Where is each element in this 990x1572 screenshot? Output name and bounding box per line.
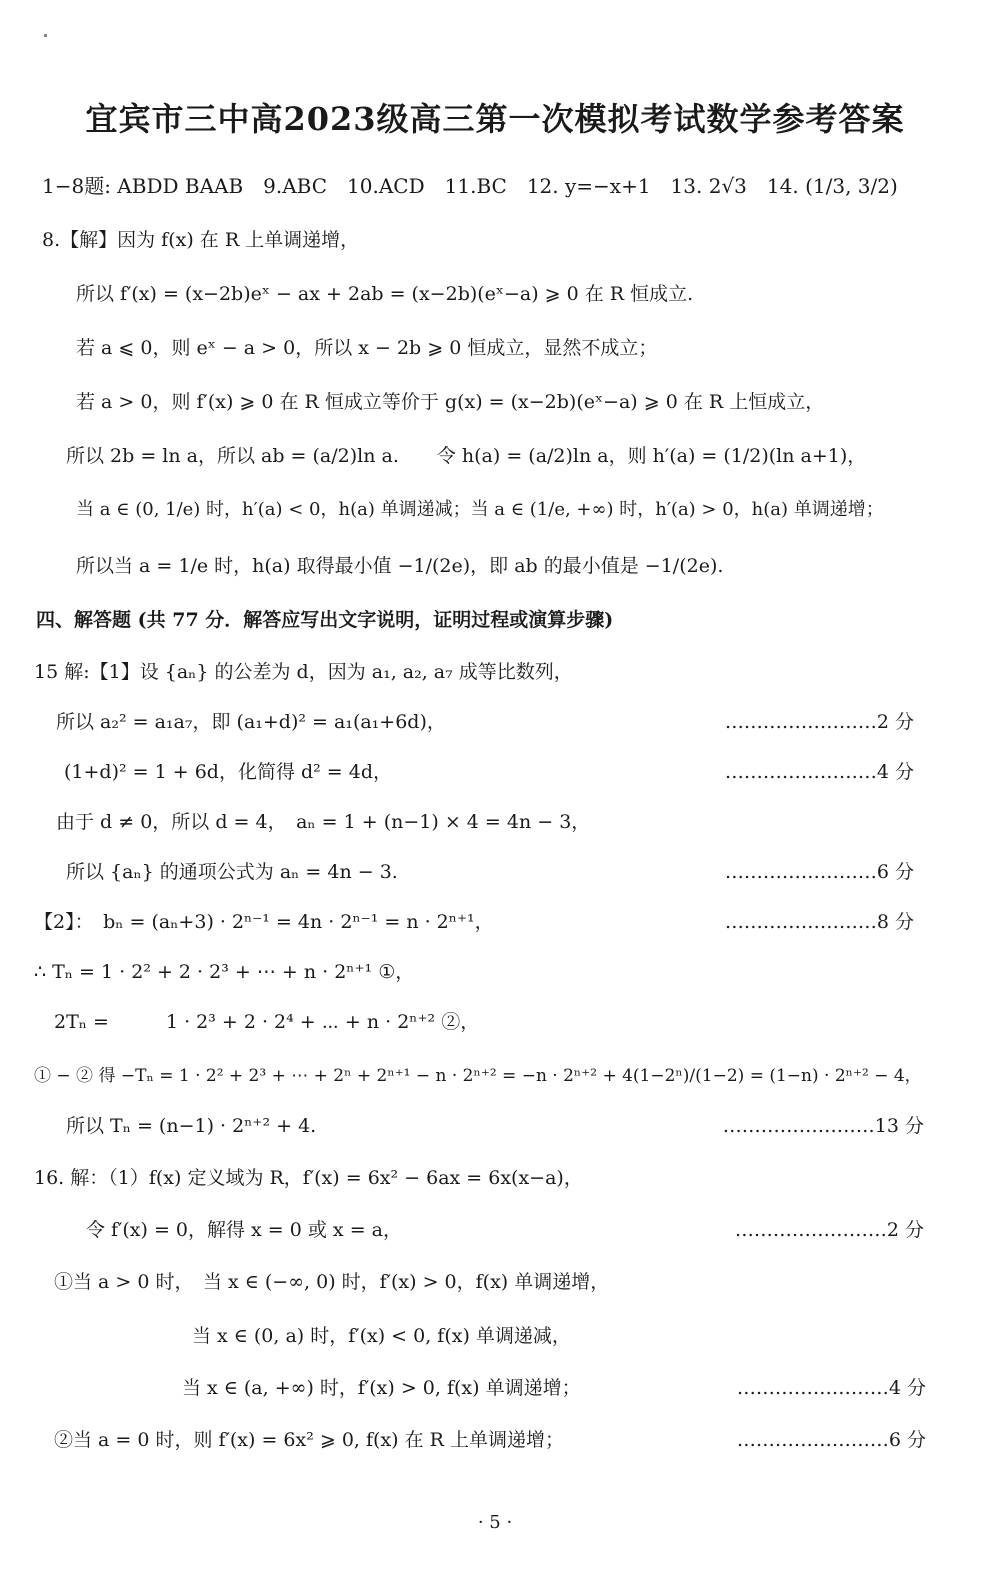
- problem-8-step: 所以 f′(x) = (x−2b)eˣ − ax + 2ab = (x−2b)(eˣ−a) ⩾ 0 在 R 恒成立.: [76, 283, 694, 305]
- problem-15-step: 2Tₙ = 1 · 2³ + 2 · 2⁴ + ⋯ + n · 2ⁿ⁺² ②，: [54, 1011, 480, 1033]
- score-mark: ……………………2 分: [734, 1219, 924, 1241]
- page-title: 宜宾市三中高2023级高三第一次模拟考试数学参考答案: [85, 100, 905, 138]
- problem-8-step: 若 a ⩽ 0，则 eˣ − a > 0，所以 x − 2b ⩾ 0 恒成立，显然不成立；: [76, 337, 658, 359]
- section-heading: 四、解答题 (共 77 分．解答应写出文字说明，证明过程或演算步骤): [36, 609, 614, 631]
- score-mark: ……………………2 分: [724, 711, 914, 733]
- problem-16-step: ②当 a = 0 时，则 f′(x) = 6x² ⩾ 0, f(x) 在 R 上单调递增；: [54, 1429, 565, 1451]
- score-mark: ……………………4 分: [736, 1377, 926, 1399]
- score-mark: ……………………8 分: [724, 911, 914, 933]
- score-mark: ……………………6 分: [724, 861, 914, 883]
- scan-speck: [44, 34, 47, 37]
- problem-16-step: ①当 a > 0 时， 当 x ∈ (−∞, 0) 时，f′(x) > 0，f(x) 单调递增，: [54, 1271, 610, 1293]
- problem-15-step: 由于 d ≠ 0，所以 d = 4， aₙ = 1 + (n−1) × 4 = 4n − 3，: [56, 811, 591, 833]
- problem-16-intro: 16. 解：（1）f(x) 定义域为 R，f′(x) = 6x² − 6ax = 6x(x−a)，: [34, 1167, 583, 1189]
- problem-8-step: 所以当 a = 1/e 时，h(a) 取得最小值 −1/(2e)，即 ab 的最小值是 −1/(2e).: [76, 555, 724, 577]
- problem-15-intro: 15 解:【1】设 {aₙ} 的公差为 d，因为 a₁, a₂, a₇ 成等比数列，: [34, 661, 573, 683]
- problem-8-step: 若 a > 0，则 f′(x) ⩾ 0 在 R 恒成立等价于 g(x) = (x−2b)(eˣ−a) ⩾ 0 在 R 上恒成立，: [76, 391, 825, 413]
- problem-16-step: 令 f′(x) = 0，解得 x = 0 或 x = a，: [86, 1219, 402, 1241]
- problem-15-step: ∴ Tₙ = 1 · 2² + 2 · 2³ + ⋯ + n · 2ⁿ⁺¹ ①，: [34, 961, 415, 983]
- problem-8-step: 当 a ∈ (0, 1/e) 时，h′(a) < 0，h(a) 单调递减；当 a ∈ (1/e, +∞) 时，h′(a) > 0，h(a) 单调递增；: [76, 499, 884, 520]
- problem-8-step: 所以 2b = ln a，所以 ab = (a/2)ln a. 令 h(a) = (a/2)ln a，则 h′(a) = (1/2)(ln a+1)，: [66, 445, 867, 467]
- problem-15-part2: 【2】： bₙ = (aₙ+3) · 2ⁿ⁻¹ = 4n · 2ⁿ⁻¹ = n · 2ⁿ⁺¹，: [34, 911, 494, 933]
- problem-15-step: 所以 a₂² = a₁a₇，即 (a₁+d)² = a₁(a₁+6d)，: [56, 711, 446, 733]
- problem-15-step: 所以 {aₙ} 的通项公式为 aₙ = 4n − 3.: [66, 861, 398, 883]
- problem-8-intro: 8.【解】因为 f(x) 在 R 上单调递增，: [42, 229, 360, 251]
- problem-15-step: ① − ② 得 −Tₙ = 1 · 2² + 2³ + ⋯ + 2ⁿ + 2ⁿ⁺¹ − n · 2ⁿ⁺² = −n · 2ⁿ⁺² + 4(1−2ⁿ)/(1−2) = (1−n) · 2ⁿ⁺² − 4，: [34, 1066, 922, 1086]
- page-number: · 5 ·: [477, 1512, 513, 1533]
- problem-15-step: (1+d)² = 1 + 6d，化简得 d² = 4d，: [64, 761, 393, 783]
- score-mark: ……………………6 分: [736, 1429, 926, 1451]
- problem-15-step: 所以 Tₙ = (n−1) · 2ⁿ⁺² + 4.: [66, 1115, 317, 1137]
- answer-key-line: 1−8题: ABDD BAAB 9.ABC 10.ACD 11.BC 12. y=−x+1 13. 2√3 14. (1/3, 3/2): [42, 174, 898, 198]
- problem-16-step: 当 x ∈ (a, +∞) 时，f′(x) > 0, f(x) 单调递增；: [182, 1377, 581, 1399]
- score-mark: ……………………13 分: [722, 1115, 924, 1137]
- problem-16-step: 当 x ∈ (0, a) 时，f′(x) < 0, f(x) 单调递减，: [192, 1325, 571, 1347]
- score-mark: ……………………4 分: [724, 761, 914, 783]
